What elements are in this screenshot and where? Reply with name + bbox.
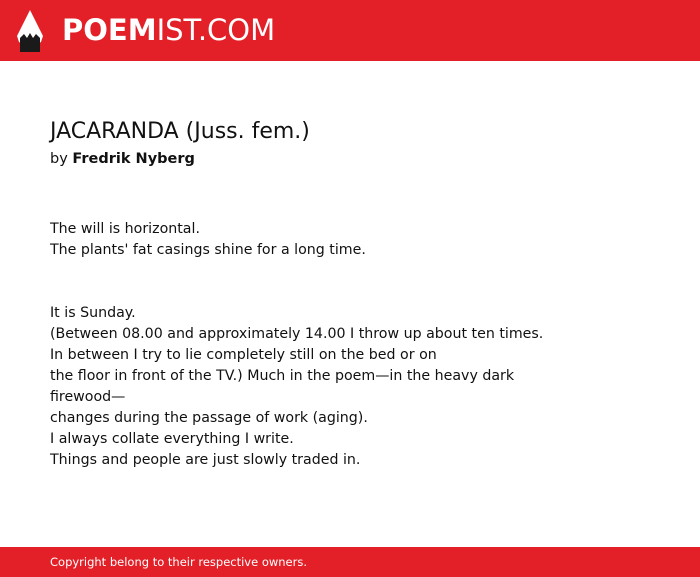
poem-line: (Between 08.00 and approximately 14.00 I throw up about ten times. xyxy=(50,326,544,342)
site-logo[interactable] xyxy=(62,12,275,48)
by-label: by xyxy=(50,151,68,167)
byline xyxy=(50,149,195,169)
site-header xyxy=(0,0,700,61)
poem-line: It is Sunday. xyxy=(50,305,136,321)
poem-line: In between I try to lie completely still on the bed or on xyxy=(50,347,437,363)
logo-bold-text: POEM xyxy=(62,13,157,47)
poem-line: Things and people are just slowly traded in. xyxy=(50,452,361,468)
poem-title: JACARANDA (Juss. fem.) xyxy=(50,119,310,144)
logo-light-text: IST.COM xyxy=(156,13,276,47)
stanza xyxy=(50,219,366,261)
stanza xyxy=(50,303,543,471)
poem-line: the floor in front of the TV.) Much in the poem—in the heavy dark xyxy=(50,368,515,384)
poem-line: The plants' fat casings shine for a long time. xyxy=(50,242,366,258)
poem-line: The will is horizontal. xyxy=(50,221,200,237)
poem-line: I always collate everything I write. xyxy=(50,431,294,447)
author-name[interactable]: Fredrik Nyberg xyxy=(72,151,195,167)
pencil-icon[interactable] xyxy=(17,10,43,52)
site-footer xyxy=(0,547,700,577)
copyright-text: Copyright belong to their respective owners. xyxy=(50,555,308,569)
poem-line: firewood— xyxy=(50,389,126,405)
poem-line: changes during the passage of work (aging). xyxy=(50,410,368,426)
